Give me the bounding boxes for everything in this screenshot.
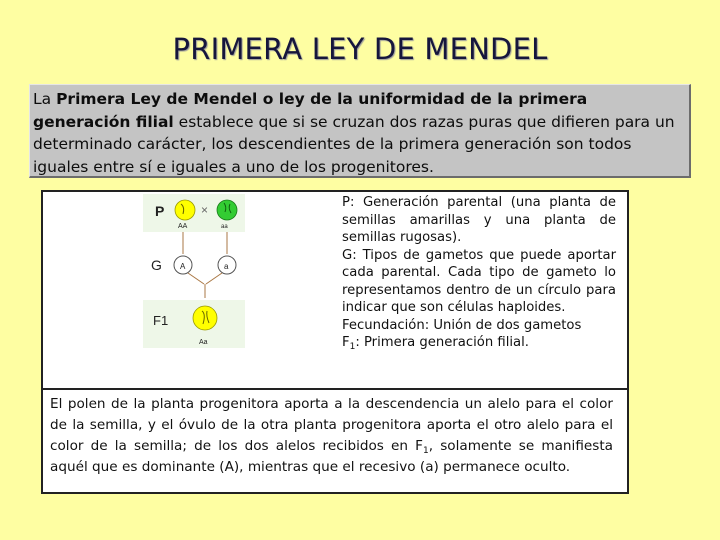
definition-f1-sub: 1	[349, 342, 356, 352]
explanation-part2: , solamente se manifiesta aquél que es dominante (A), mientras que el recesivo (a) permanece oculto.	[50, 438, 613, 475]
intro-lead: La	[33, 90, 57, 108]
gamete-line-right	[206, 273, 222, 284]
explanation-paragraph	[41, 388, 629, 494]
explanation-sub: 1	[422, 446, 429, 456]
definitions-text	[342, 194, 616, 352]
label-p: P	[155, 203, 165, 219]
label-g: G	[151, 257, 162, 273]
definition-p-text: : Generación parental (una planta de semillas amarillas y una planta de semillas rugosas).	[342, 195, 616, 245]
definition-g-key: G	[342, 247, 353, 263]
diagram-panel	[41, 190, 629, 390]
label-f1: F1	[153, 313, 169, 328]
page-title: PRIMERA LEY DE MENDEL	[172, 32, 548, 66]
definition-p-key: P	[342, 195, 350, 210]
cross-symbol: ×	[201, 203, 209, 217]
yellow-seed-icon	[175, 200, 195, 220]
genotype-f1: Aa	[199, 339, 208, 346]
definition-f1-key: F	[342, 335, 350, 350]
gamete-dominant-label: A	[180, 262, 186, 271]
intro-bold-term: Primera Ley de Mendel o ley de la uniformidad de la primera generación filial	[33, 90, 588, 131]
intro-paragraph	[29, 84, 691, 178]
definition-fecundacion: Fecundación: Unión de dos gametos	[342, 317, 582, 333]
genotype-aa-dominant: AA	[178, 223, 188, 230]
definition-g-text: : Tipos de gametos que puede aportar cada parental. Cada tipo de gameto lo representamos dentro de un círculo para indicar que son células haploides.	[342, 247, 616, 315]
f1-yellow-seed-icon	[193, 306, 217, 330]
explanation-part1: El polen de la planta progenitora aporta a la descendencia un alelo para el color de la semilla, y el óvulo de la otra planta progenitora aporta el otro alelo para el color de la semilla; de los dos alelos recibidos en F	[50, 396, 613, 454]
gamete-line-left	[188, 273, 204, 284]
definition-g	[342, 247, 616, 317]
definition-f1-text: : Primera generación filial.	[355, 335, 529, 350]
genotype-aa-recessive: aa	[221, 224, 228, 230]
definition-p	[342, 194, 616, 247]
intro-rest: establece que si se cruzan dos razas puras que difieren para un determinado carácter, los descendientes de la primera generación son todos iguales entre sí e iguales a uno de los progenitores.	[33, 112, 675, 176]
definition-f1	[342, 334, 616, 352]
gamete-recessive-label: a	[224, 262, 229, 271]
green-seed-icon	[217, 200, 237, 220]
mendel-cross-diagram	[141, 192, 301, 352]
